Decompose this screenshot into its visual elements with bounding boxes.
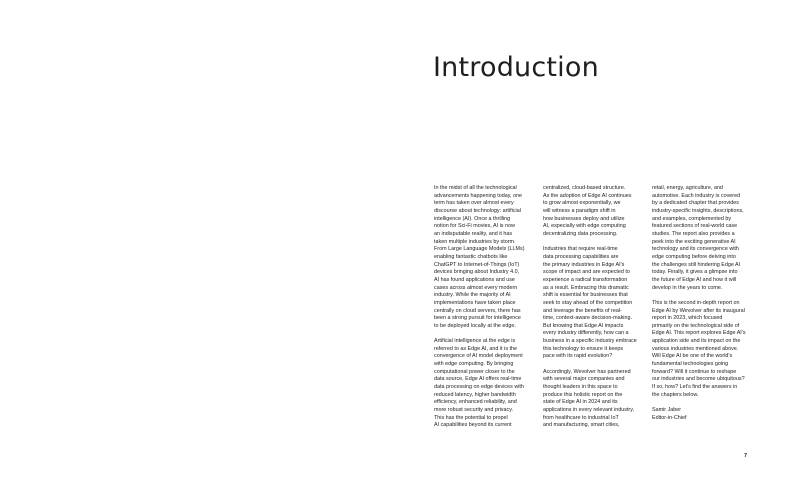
paragraph: centralized, cloud-based structure. As the adoption of Edge AI continues to grow almost exponentially, we will witness a paradigm shift in how businesses deploy and utilize AI, especially with edge computing decentralizing data processing. [543,185,632,237]
text-column-2 [543,185,647,438]
paragraph: In the midst of all the technological advancements happening today, one term has taken over almost every discourse about technology: artificial intelligence (AI). Once a thrilling notion for Sci-Fi movies, AI is now an indisputable reality, and it has taken multiple industries by storm. From Large Language Models (LLMs) enabling fantastic chatbots like ChatGPT to Internet-of-Things (IoT) devices bringing about Industry 4.0, AI has found applications and use cases across almost every modern industry. While the majority of AI implementations have taken place centrally on cloud servers, there has been a strong pursuit for intelligence to be deployed locally at the edge. [434,185,525,329]
paragraph: Accordingly, Wevolver has partnered with several major companies and thought leaders in this space to produce this holistic report on the state of Edge AI in 2024 and its applications in every relevant industry, from healthcare to industrial IoT and manufacturing, smart cities, [543,368,634,429]
page-number: 7 [744,453,748,459]
paragraph: This is the second in-depth report on Edge AI by Wevolver after its inaugural report in 2023, which focused primarily on the technological side of Edge AI. This report explores Edge AI's application side and its impact on the various industries mentioned above. Will Edge AI be one of the world's fundamental technologies going forward? Will it continue to reshape our industries and become ubiquitous? If so, how? Let's find the answers in the chapters below. [652,299,746,398]
paragraph: retail, energy, agriculture, and automotive. Each industry is covered by a dedicated chapter that provides industry-specific insights, descriptions, and examples, complemented by featured sections of real-world case studies. The report also provides a peek into the exciting generative AI technology and its convergence with edge computing before delving into the challenges still hindering Edge AI today. Finally, it gives a glimpse into the future of Edge AI and how it will develop in the years to come. [652,185,744,291]
paragraph: Industries that require real-time data processing capabilities are the primary industries in Edge AI's scope of impact and are expected to experience a radical transformation as a result. Embracing this dramatic shift is essential for businesses that seek to stay ahead of the competition and leverage the benefits of real- time, context-aware decision-making. But knowing that Edge AI impacts every industry differently, how can a business in a specific industry embrace this technology to ensure it keeps pace with its rapid evolution? [543,246,637,360]
page-title: Introduction [433,52,599,83]
text-column-3 [652,185,756,430]
author-signature: Samir Jaber Editor-in-Chief [652,407,687,421]
paragraph: Artificial intelligence at the edge is referred to as Edge AI, and it is the convergence of AI model deployment with edge computing. By bringing computational power closer to the data source, Edge AI offers real-time data processing on edge devices with reduced latency, higher bandwidth efficiency, enhanced reliability, and more robust security and privacy. This has the potential to propel AI capabilities beyond its current [434,338,524,429]
text-column-1 [434,185,538,438]
